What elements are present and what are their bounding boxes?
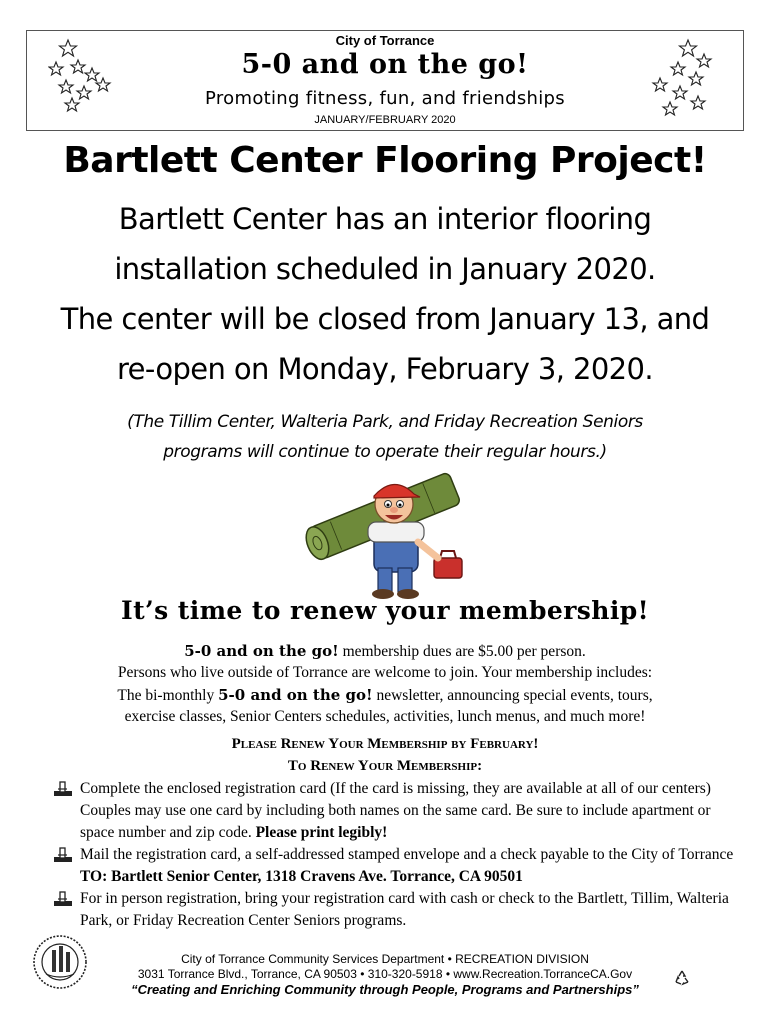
membership-paragraph-line: exercise classes, Senior Centers schedules, activities, lunch menus, and much more! [124, 708, 646, 725]
hand-pointing-icon [52, 890, 74, 908]
membership-dues-line [20, 642, 750, 661]
renew-step-2 [80, 844, 740, 888]
step-2-text: Mail the registration card, a self-addressed stamped envelope and a check payable to the City of Torrance [80, 846, 734, 863]
footer-motto: “Creating and Enriching Community through People, Programs and Partnerships” [131, 982, 639, 997]
announcement-line: re-open on Monday, February 3, 2020. [116, 352, 653, 386]
recycle-icon [674, 970, 690, 986]
footer-department: City of Torrance Community Services Department • RECREATION DIVISION [181, 952, 589, 966]
announcement-note: (The Tillim Center, Walteria Park, and Friday Recreation Seniors [127, 412, 643, 432]
announcement-line: Bartlett Center has an interior flooring [118, 202, 652, 236]
issue-date: JANUARY/FEBRUARY 2020 [314, 114, 456, 126]
renew-step-1 [80, 778, 740, 844]
announcement-note: programs will continue to operate their regular hours.) [163, 442, 607, 462]
step-2-bold: TO: Bartlett Senior Center, 1318 Cravens Ave. Torrance, CA 90501 [80, 868, 523, 885]
footer-address: 3031 Torrance Blvd., Torrance, CA 90503 • 310-320-5918 • www.Recreation.TorranceCA.Gov [137, 967, 633, 981]
renew-by-notice: Please Renew Your Membership by February! [231, 736, 539, 752]
dues-text: membership dues are $5.00 per person. [338, 643, 586, 660]
announcement-line: The center will be closed from January 13, and [60, 302, 710, 336]
step-1-text: Complete the enclosed registration card (If the card is missing, they are available at all of our centers) Couples may use one card by including both names on the same card. Be sure to include apartment or space number and zip code. [80, 780, 711, 841]
to-renew-heading: To Renew Your Membership: [287, 758, 483, 774]
carpet-worker-clipart [292, 470, 482, 602]
hand-pointing-icon [52, 846, 74, 864]
header-city-name: City of Torrance [335, 33, 435, 48]
line3-pre: The bi-monthly [117, 687, 219, 704]
newsletter-title: 5-0 and on the go! [241, 49, 529, 80]
step-1-bold: Please print legibly! [255, 824, 388, 841]
newsletter-brand: 5-0 and on the go! [218, 686, 373, 704]
membership-paragraph-line: Persons who live outside of Torrance are welcome to join. Your membership includes: [117, 664, 653, 681]
hand-pointing-icon [52, 780, 74, 798]
announcement-line: installation scheduled in January 2020. [114, 252, 656, 286]
line3-post: newsletter, announcing special events, tours, [372, 687, 653, 704]
newsletter-tagline: Promoting fitness, fun, and friendships [205, 88, 565, 109]
renew-membership-heading: It’s time to renew your membership! [121, 596, 649, 625]
announcement-title: Bartlett Center Flooring Project! [63, 140, 707, 181]
newsletter-brand: 5-0 and on the go! [184, 642, 339, 660]
renew-step-3: For in person registration, bring your registration card with cash or check to the Bartlett, Tillim, Walteria Park, or Friday Recreation Center Seniors programs. [80, 890, 729, 929]
membership-paragraph-line [20, 686, 750, 705]
